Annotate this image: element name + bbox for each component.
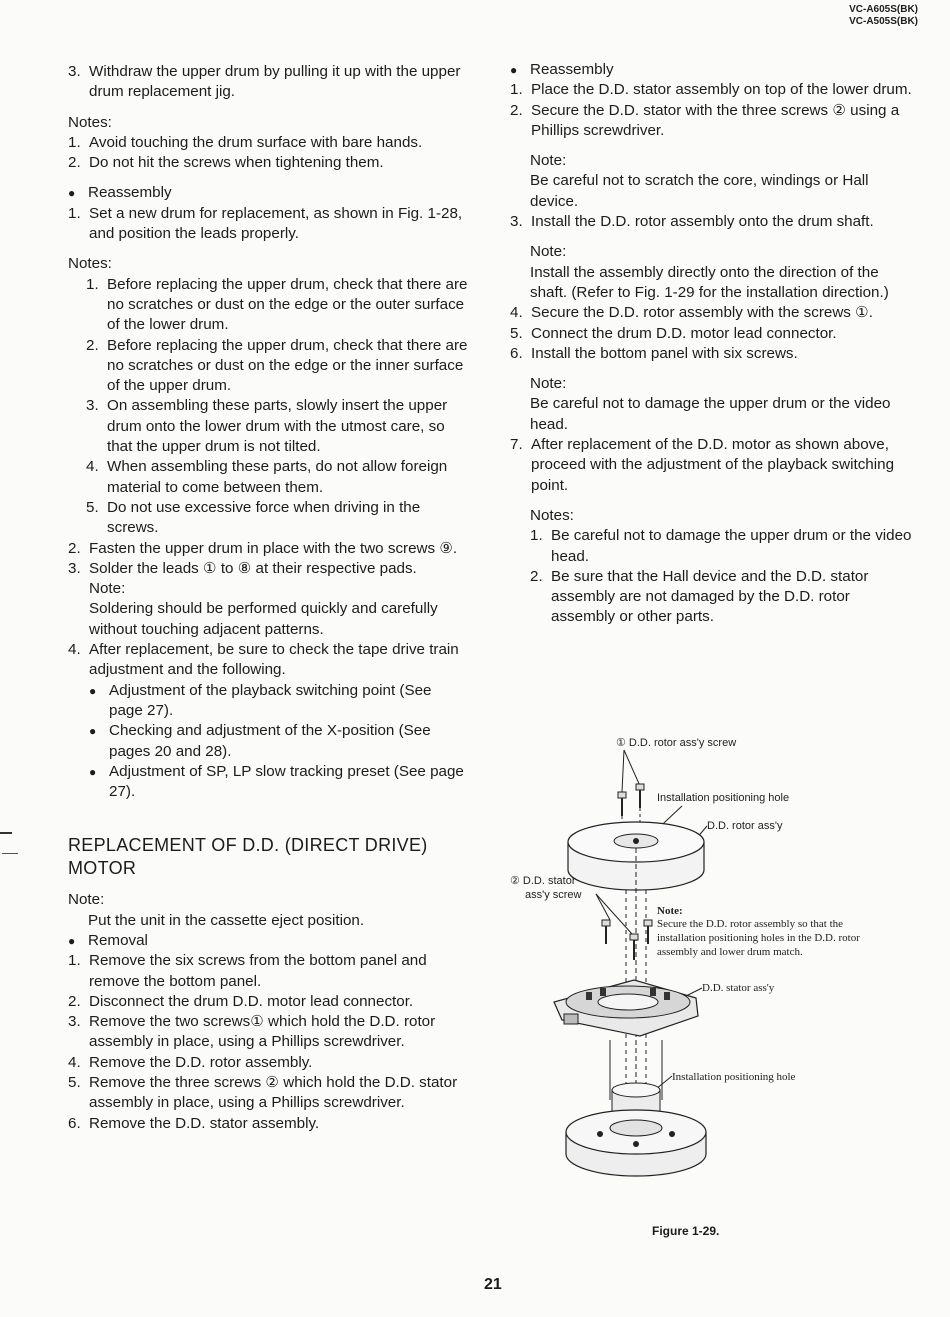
right-notes-title: Notes: [530,506,574,524]
stator-screw-1 [602,920,610,944]
leader-line [622,750,624,792]
note-item: 2. Before replacing the upper drum, check that there are no scratches or dust on the edge or the inner surface of the upper drum. [86,336,468,395]
right-step-7: 7. After replacement of the D.D. motor as shown above, proceed with the adjustment of the playback switching point. [510,436,895,494]
leader-line [596,894,632,934]
stator-assembly [554,980,698,1036]
right-step-4: 4. Secure the D.D. rotor assembly with the screws ①. [510,304,873,322]
lower-drum [566,1083,706,1176]
step-4-bullets [89,681,468,803]
removal-step: 5. Remove the three screws ② which hold the D.D. stator assembly in place, using a Phillips screwdriver. [68,1074,458,1112]
label-hole-top: Installation positioning hole [657,792,790,804]
note-item: 2. Be sure that the Hall device and the D.D. stator assembly are not damaged by the D.D. rotor assembly or other parts. [530,567,869,626]
bullet-icon: ● [89,683,97,698]
note-item: 1. Avoid touching the drum surface with bare hands. [68,133,423,151]
right-step-2-note-text: Be careful not to scratch the core, windings or Hall device. [530,172,869,210]
removal-step: 1. Remove the six screws from the bottom panel and remove the bottom panel. [68,952,427,990]
margin-mark-2 [2,853,18,854]
notes-2-list [68,275,468,539]
right-step-5: 5. Connect the drum D.D. motor lead connector. [510,324,837,342]
removal-step: 3. Remove the two screws① which hold the D.D. rotor assembly in place, using a Phillips screwdriver. [68,1013,436,1051]
bullet-icon: ● [510,63,518,77]
bullet-icon: ● [68,186,76,201]
note-item: 1. Be careful not to damage the upper drum or the video head. [530,527,912,565]
label-hole-bottom: Installation positioning hole [672,1071,796,1083]
right-step-1: 1. Place the D.D. stator assembly on top of the lower drum. [510,81,912,99]
note-item: 3. On assembling these parts, slowly insert the upper drum onto the lower drum with the utmost care, so that the upper drum is not tilted. [86,397,448,456]
stator-screw-2 [630,934,638,960]
figure-note-line-2: installation positioning holes in the D.D. rotor [657,932,860,944]
label-stator-screw-1: ② D.D. stator [510,875,576,887]
figure-1-29-diagram [500,730,920,1200]
leader-line [686,988,702,996]
removal-step: 4. Remove the D.D. rotor assembly. [68,1053,313,1071]
check-bullet-item: ● Checking and adjustment of the X-position (See pages 20 and 28). [89,721,468,762]
leader-line [624,750,640,786]
removal-heading: ● Removal [68,931,468,951]
check-bullet-item: ● Adjustment of the playback switching point (See page 27). [89,681,468,722]
section-note-title: Note: [68,891,105,909]
section-title: REPLACEMENT OF D.D. (DIRECT DRIVE) MOTOR [68,835,428,879]
reassembly-heading-right: ● Reassembly [510,60,915,80]
notes-2-title: Notes: [68,255,112,273]
label-stator: D.D. stator ass'y [702,982,775,994]
label-rotor-screw: ① D.D. rotor ass'y screw [616,737,737,749]
section-note-text: Put the unit in the cassette eject position. [88,911,365,929]
figure-note-line-1: Secure the D.D. rotor assembly so that the [657,918,844,930]
figure-caption: Figure 1-29. [652,1224,720,1238]
bullet-icon: ● [89,764,97,779]
left-column [68,62,468,1134]
right-column [510,60,915,628]
figure-note-title: Note: [657,905,683,917]
notes-1-list [68,133,468,174]
model-number-1: VC-A605S(BK) [849,4,918,15]
right-step-2: 2. Secure the D.D. stator with the three screws ② using a Phillips screwdriver. [510,101,900,139]
note-item: 2. Do not hit the screws when tightening them. [68,154,384,172]
note-item: 1. Before replacing the upper drum, check that there are no scratches or dust on the edge or the outer surface of the lower drum. [86,275,468,334]
page-number: 21 [484,1276,502,1293]
note-item: 4. When assembling these parts, do not allow foreign material to come between them. [86,458,448,496]
step-3: 3. Withdraw the upper drum by pulling it up with the upper drum replacement jig. [68,63,461,101]
rotor-screw-right [636,784,644,808]
rotor-screw-left [618,792,626,816]
right-step-3-note-title: Note: [530,243,567,261]
stator-screw-3 [644,920,652,944]
label-stator-screw-2: ass'y screw [525,889,582,901]
figure-note-line-3: assembly and lower drum match. [657,946,803,958]
bullet-icon: ● [89,724,97,739]
reassembly-step-2: 2. Fasten the upper drum in place with the two screws ⑨. [68,539,458,557]
right-step-6: 6. Install the bottom panel with six screws. [510,344,798,362]
right-step-2-note-title: Note: [530,152,567,170]
step-3-note-title: Note: [89,580,126,598]
label-rotor: D.D. rotor ass'y [707,820,783,832]
removal-list [68,951,468,1134]
reassembly-step-4: 4. After replacement, be sure to check the tape drive train adjustment and the following. ● Adjustment of the playback switching point (See page 27). ● Checking and adjustment of the X-position (See pages 20 and 28). ● Adjustment of SP, LP slow tracking preset (See page 27). [68,640,468,802]
right-step-6-note-text: Be careful not to damage the upper drum or the video head. [530,395,891,433]
removal-step: 2. Disconnect the drum D.D. motor lead connector. [68,992,414,1010]
model-number-2: VC-A505S(BK) [849,16,918,27]
right-notes-list [510,526,915,627]
reassembly-heading: ● Reassembly [68,183,468,203]
margin-mark [0,832,12,834]
reassembly-step-3: 3. Solder the leads ① to ⑧ at their respective pads. Note: Soldering should be performed quickly and carefully without touching adjacent patterns. [68,559,438,638]
removal-step: 6. Remove the D.D. stator assembly. [68,1114,320,1132]
check-bullet-item: ● Adjustment of SP, LP slow tracking preset (See page 27). [89,762,468,803]
reassembly-step-1: 1. Set a new drum for replacement, as shown in Fig. 1-28, and position the leads properly. [68,204,463,243]
note-item: 5. Do not use excessive force when driving in the screws. [86,498,421,537]
step-3-note-text: Soldering should be performed quickly and carefully without touching adjacent patterns. [89,600,438,638]
notes-1-title: Notes: [68,113,112,131]
right-step-3-note-text: Install the assembly directly onto the direction of the shaft. (Refer to Fig. 1-29 for the installation direction.) [530,263,889,301]
right-step-6-note-title: Note: [530,375,567,393]
model-header [849,4,918,28]
bullet-icon: ● [68,933,76,948]
right-step-3: 3. Install the D.D. rotor assembly onto the drum shaft. [510,213,874,231]
